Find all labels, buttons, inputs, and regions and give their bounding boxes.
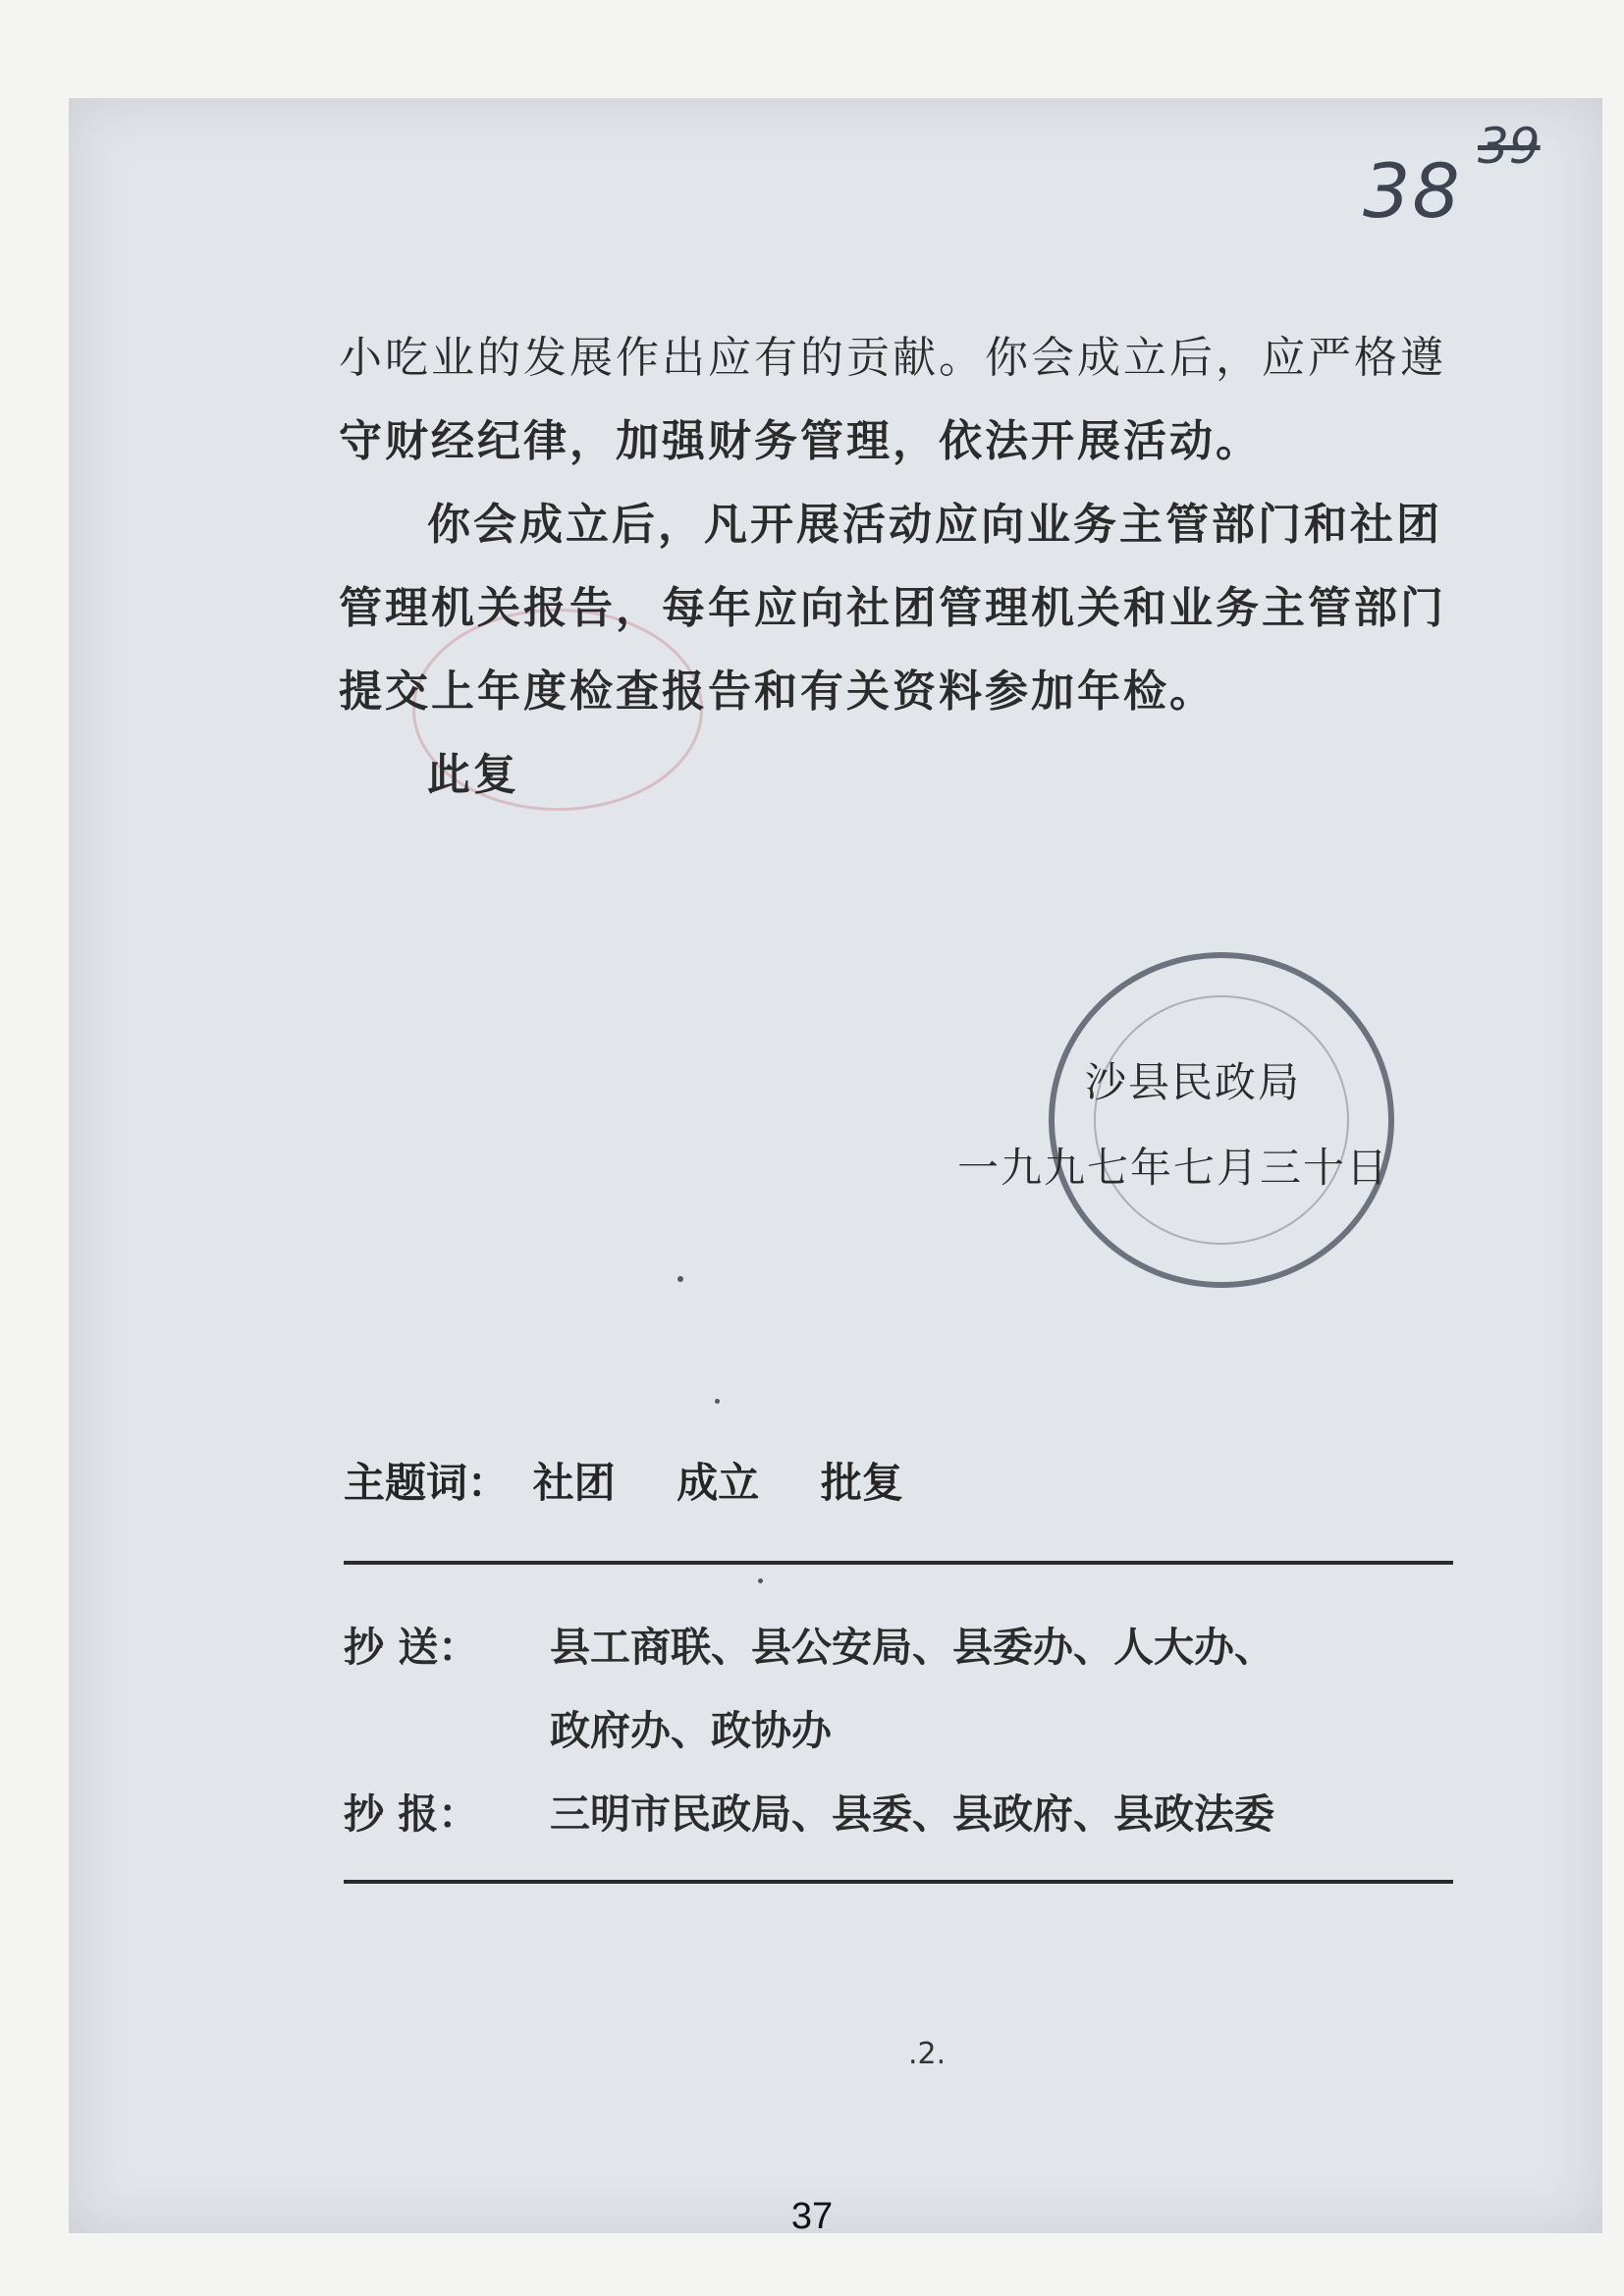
divider-rule xyxy=(344,1880,1453,1884)
divider-rule xyxy=(344,1561,1453,1565)
scan-speck xyxy=(677,1276,683,1282)
keyword-item: 社团 xyxy=(532,1459,616,1507)
scan-speck xyxy=(715,1399,720,1404)
scan-speck xyxy=(758,1578,763,1583)
report-to-label: 抄 报： xyxy=(344,1790,479,1838)
cc-recipients-line-1: 县工商联、县公安局、县委办、人大办、 xyxy=(550,1624,1274,1671)
body-line-3: 你会成立后，凡开展活动应向业务主管部门和社团 xyxy=(427,500,1442,550)
cc-label: 抄 送： xyxy=(344,1624,479,1671)
report-to-recipients: 三明市民政局、县委、县政府、县政法委 xyxy=(550,1790,1274,1838)
document-page-marker: .2. xyxy=(908,2037,947,2071)
subject-keywords xyxy=(344,1451,950,1510)
keywords-label: 主题词： xyxy=(344,1459,510,1507)
cc-recipients-line-2: 政府办、政协办 xyxy=(550,1707,832,1754)
closing-text: 此复 xyxy=(427,750,519,800)
keyword-item: 成立 xyxy=(677,1459,760,1507)
keyword-item: 批复 xyxy=(820,1459,903,1507)
handwritten-page-number: 38 xyxy=(1363,147,1462,235)
body-line-2: 守财经纪律，加强财务管理，依法开展活动。 xyxy=(339,416,1262,466)
signing-organization: 沙县民政局 xyxy=(1085,1058,1302,1106)
body-line-1: 小吃业的发展作出应有的贡献。你会成立后，应严格遵 xyxy=(339,333,1446,383)
body-line-4: 管理机关报告，每年应向社团管理机关和业务主管部门 xyxy=(339,583,1446,633)
signing-date: 一九九七年七月三十日 xyxy=(957,1144,1390,1192)
struck-page-number: 39 xyxy=(1478,118,1541,175)
body-line-5: 提交上年度检查报告和有关资料参加年检。 xyxy=(339,667,1216,717)
pdf-page-number: 37 xyxy=(790,2196,834,2237)
